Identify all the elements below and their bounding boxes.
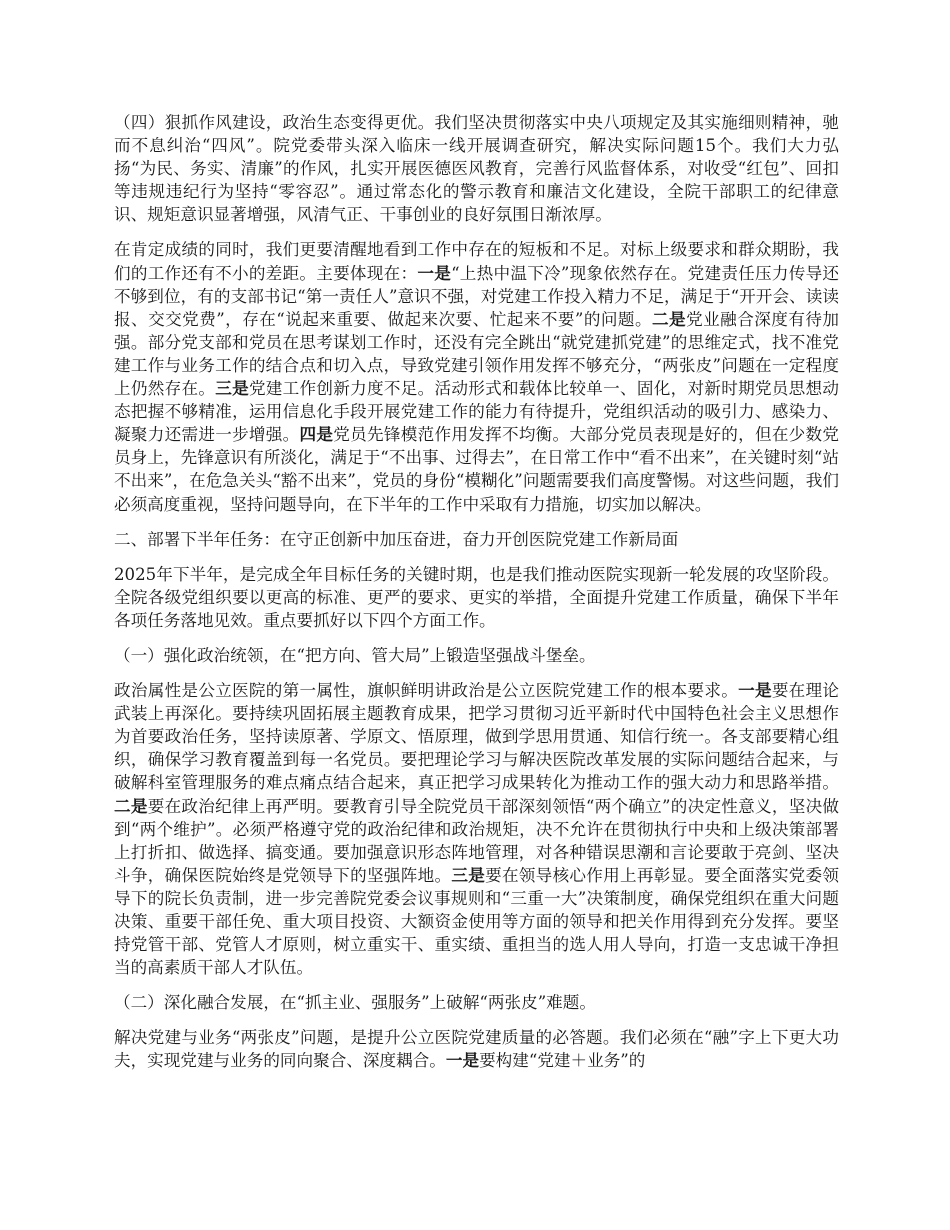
text-run-bold: 一是 [738,680,772,701]
text-run: 党业融合深度有待加强。部分党支部和党员在思考谋划工作时，还没有完全跳出“就党建抓党建”的思维定式，找不准党建工作与业务工作的结合点和切入点，导致党建引领作用发挥不够充分，“两张皮”问题在一定程度上仍然存在。 [114,309,840,399]
section-heading-part-two [114,528,839,551]
text-run: 要在政治纪律上再严明。要教育引导全院党员干部深刻领悟“两个确立”的决定性意义，坚决做到“两个维护”。必须严格遵守党的政治纪律和政治规矩，决不允许在贯彻执行中央和上级决策部署上打折扣、做选择、搞变通。要加强意识形态阵地管理，对各种错误思潮和言论要敢于亮剑、坚决斗争，确保医院始终是党领导下的坚强阵地。 [114,796,840,885]
paragraph-integration [114,1026,839,1072]
text-run: 二、部署下半年任务：在守正创新中加压奋进，奋力开创医院党建工作新局面 [114,529,679,549]
text-run: “上热中温下冷”现象依然存在。党建责任压力传导还不够到位，有的支部书记“第一责任人”意识不强，对党建工作投入精力不足，满足于“开开会、读读报、交交党费”，存在“说起来重要、做起来次要、忙起来不要”的问题。 [114,263,840,329]
document-page [114,111,839,1085]
text-run-bold: 一是 [445,1050,480,1071]
text-run-bold: 三是 [451,864,486,885]
subheading-political-leadership [114,644,839,667]
text-run-bold: 四是 [299,424,334,445]
text-run: 党员先锋模范作用发挥不均衡。大部分党员表现是好的，但在少数党员身上，先锋意识有所淡化，满足于“不出事、过得去”，在日常工作中“看不出来”，在关键时刻“站不出来”，在危急关头“豁不出来”，党员的身份“模糊化”问题需要我们高度警惕。对这些问题，我们必须高度重视，坚持问题导向，在下半年的工作中采取有力措施，切实加以解决。 [114,425,840,514]
paragraph-second-half-overview [114,563,839,632]
text-run: （四）狠抓作风建设，政治生态变得更优。我们坚决贯彻落实中央八项规定及其实施细则精神，驰而不息纠治“四风”。院党委带头深入临床一线开展调查研究，解决实际问题15个。我们大力弘扬“为民、务实、清廉”的作风，扎实开展医德医风教育，完善行风监督体系，对收受“红包”、回扣等违规违纪行为坚持“零容忍”。通过常态化的警示教育和廉洁文化建设，全院干部职工的纪律意识、规矩意识显著增强，风清气正、干事创业的良好氛围日渐浓厚。 [114,113,839,225]
text-run-bold: 三是 [215,378,249,399]
text-run: 要在理论武装上再深化。要持续巩固拓展主题教育成果，把学习贯彻习近平新时代中国特色社会主义思想作为首要政治任务，坚持读原著、学原文、悟原理，做到学思用贯通、知信行统一。各支部要精心组织，确保学习教育覆盖到每一名党员。要把理论学习与解决医院改革发展的实际问题结合起来，与破解科室管理服务的难点痛点结合起来，真正把学习成果转化为推动工作的强大动力和思路举措。 [114,681,840,793]
text-run: 2025年下半年，是完成全年目标任务的关键时期，也是我们推动医院实现新一轮发展的攻坚阶段。全院各级党组织要以更高的标准、更严的要求、更实的举措，全面提升党建工作质量，确保下半年各项任务落地见效。重点要抓好以下四个方面工作。 [114,564,839,630]
text-run-bold: 一是 [417,262,452,283]
paragraph-style-discipline [114,111,839,226]
text-run: 要构建“党建＋业务”的 [479,1051,646,1071]
text-run: 解决党建与业务“两张皮”问题，是提升公立医院党建质量的必答题。我们必须在“融”字上下更大功夫，实现党建与业务的同向聚合、深度耦合。 [114,1028,839,1071]
text-run: 政治属性是公立医院的第一属性，旗帜鲜明讲政治是公立医院党建工作的根本要求。 [114,681,739,701]
paragraph-shortcomings [114,238,839,515]
text-run: （二）深化融合发展，在“抓主业、强服务”上破解“两张皮”难题。 [114,993,596,1013]
text-run: （一）强化政治统领，在“把方向、管大局”上锻造坚强战斗堡垒。 [114,645,596,665]
text-run: 要在领导核心作用上再彰显。要全面落实党委领导下的院长负责制，进一步完善院党委会议事规则和“三重一大”决策制度，确保党组织在重大问题决策、重要干部任免、重大项目投资、大额资金使用等方面的领导和把关作用得到充分发挥。要坚持党管干部、党管人才原则，树立重实干、重实绩、重担当的选人用人导向，打造一支忠诚干净担当的高素质干部人才队伍。 [114,865,840,978]
subheading-integration [114,991,839,1014]
text-run: 党建工作创新力度不足。活动形式和载体比较单一、固化，对新时期党员思想动态把握不够精准，运用信息化手段开展党建工作的能力有待提升，党组织活动的吸引力、感染力、凝聚力还需进一步增强。 [114,379,840,445]
text-run-bold: 二是 [652,308,687,329]
paragraph-political-leadership [114,679,839,979]
text-run: 在肯定成绩的同时，我们更要清醒地看到工作中存在的短板和不足。对标上级要求和群众期盼，我们的工作还有不小的差距。主要体现在： [114,240,839,283]
text-run-bold: 二是 [114,795,148,816]
